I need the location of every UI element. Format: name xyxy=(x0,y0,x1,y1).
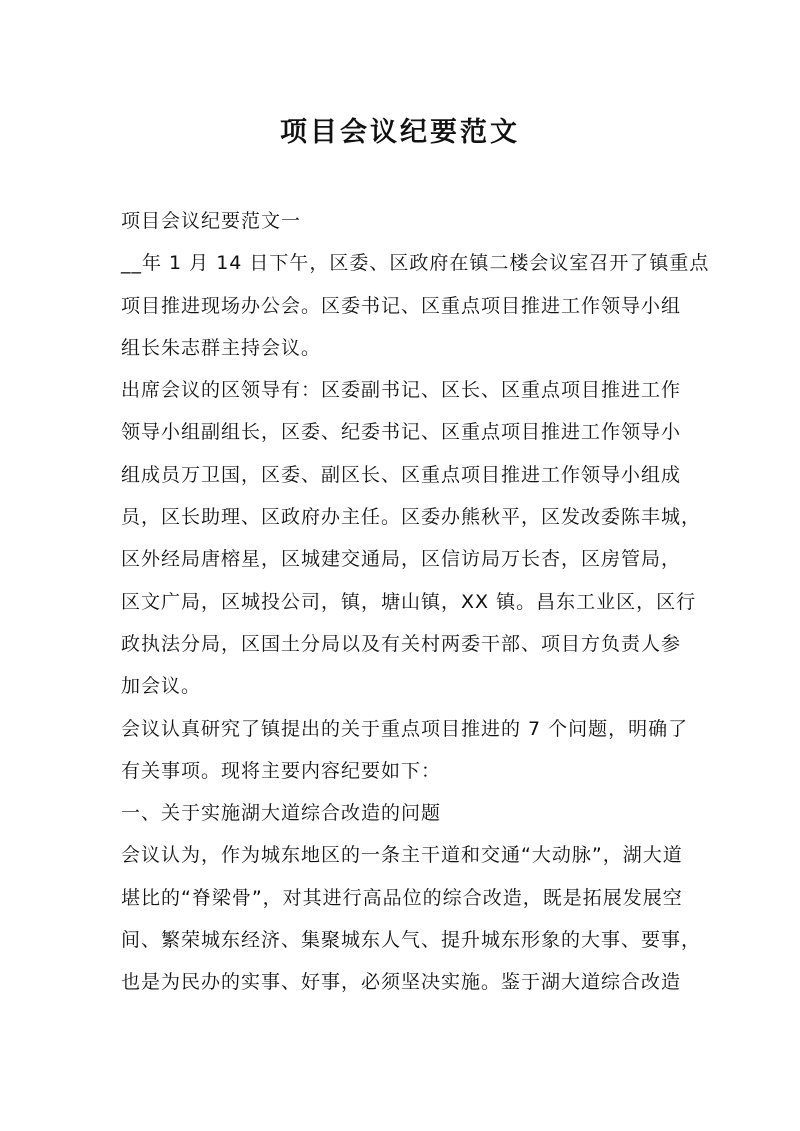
paragraph-line: 组成员万卫国，区委、副区长、区重点项目推进工作领导小组成 xyxy=(121,463,682,486)
paragraph-line: 区文广局，区城投公司，镇，塘山镇，XX 镇。昌东工业区，区行 xyxy=(121,590,697,613)
paragraph-line: 加会议。 xyxy=(121,675,202,698)
paragraph-line: 组长朱志群主持会议。 xyxy=(121,336,322,359)
paragraph-line: 出席会议的区领导有：区委副书记、区长、区重点项目推进工作 xyxy=(121,379,682,402)
paragraph-line: 区外经局唐榕星，区城建交通局，区信访局万长杏，区房管局， xyxy=(121,548,682,571)
paragraph-line: __年 1 月 14 日下午，区委、区政府在镇二楼会议室召开了镇重点 xyxy=(121,252,710,275)
document-body xyxy=(121,208,721,1012)
paragraph-line: 项目推进现场办公会。区委书记、区重点项目推进工作领导小组 xyxy=(121,294,682,317)
paragraph-line: 员，区长助理、区政府办主任。区委办熊秋平，区发改委陈丰城， xyxy=(121,506,702,529)
document-title: 项目会议纪要范文 xyxy=(280,117,520,148)
paragraph-line: 一、关于实施湖大道综合改造的问题 xyxy=(121,802,442,825)
paragraph-line: 领导小组副组长，区委、纪委书记、区重点项目推进工作领导小 xyxy=(121,421,682,444)
paragraph-line: 会议认为，作为城东地区的一条主干道和交通“大动脉”，湖大道 xyxy=(121,844,683,867)
paragraph-line: 堪比的“脊梁骨”，对其进行高品位的综合改造，既是拓展发展空 xyxy=(121,886,683,909)
paragraph-line: 会议认真研究了镇提出的关于重点项目推进的 7 个问题，明确了 xyxy=(121,717,689,740)
paragraph-line: 也是为民办的实事、好事，必须坚决实施。鉴于湖大道综合改造 xyxy=(121,971,682,994)
paragraph-line: 有关事项。现将主要内容纪要如下： xyxy=(121,759,442,782)
paragraph-line: 间、繁荣城东经济、集聚城东人气、提升城东形象的大事、要事， xyxy=(121,929,702,952)
paragraph-line: 政执法分局，区国土分局以及有关村两委干部、项目方负责人参 xyxy=(121,632,682,655)
paragraph-line: 项目会议纪要范文一 xyxy=(121,210,302,232)
